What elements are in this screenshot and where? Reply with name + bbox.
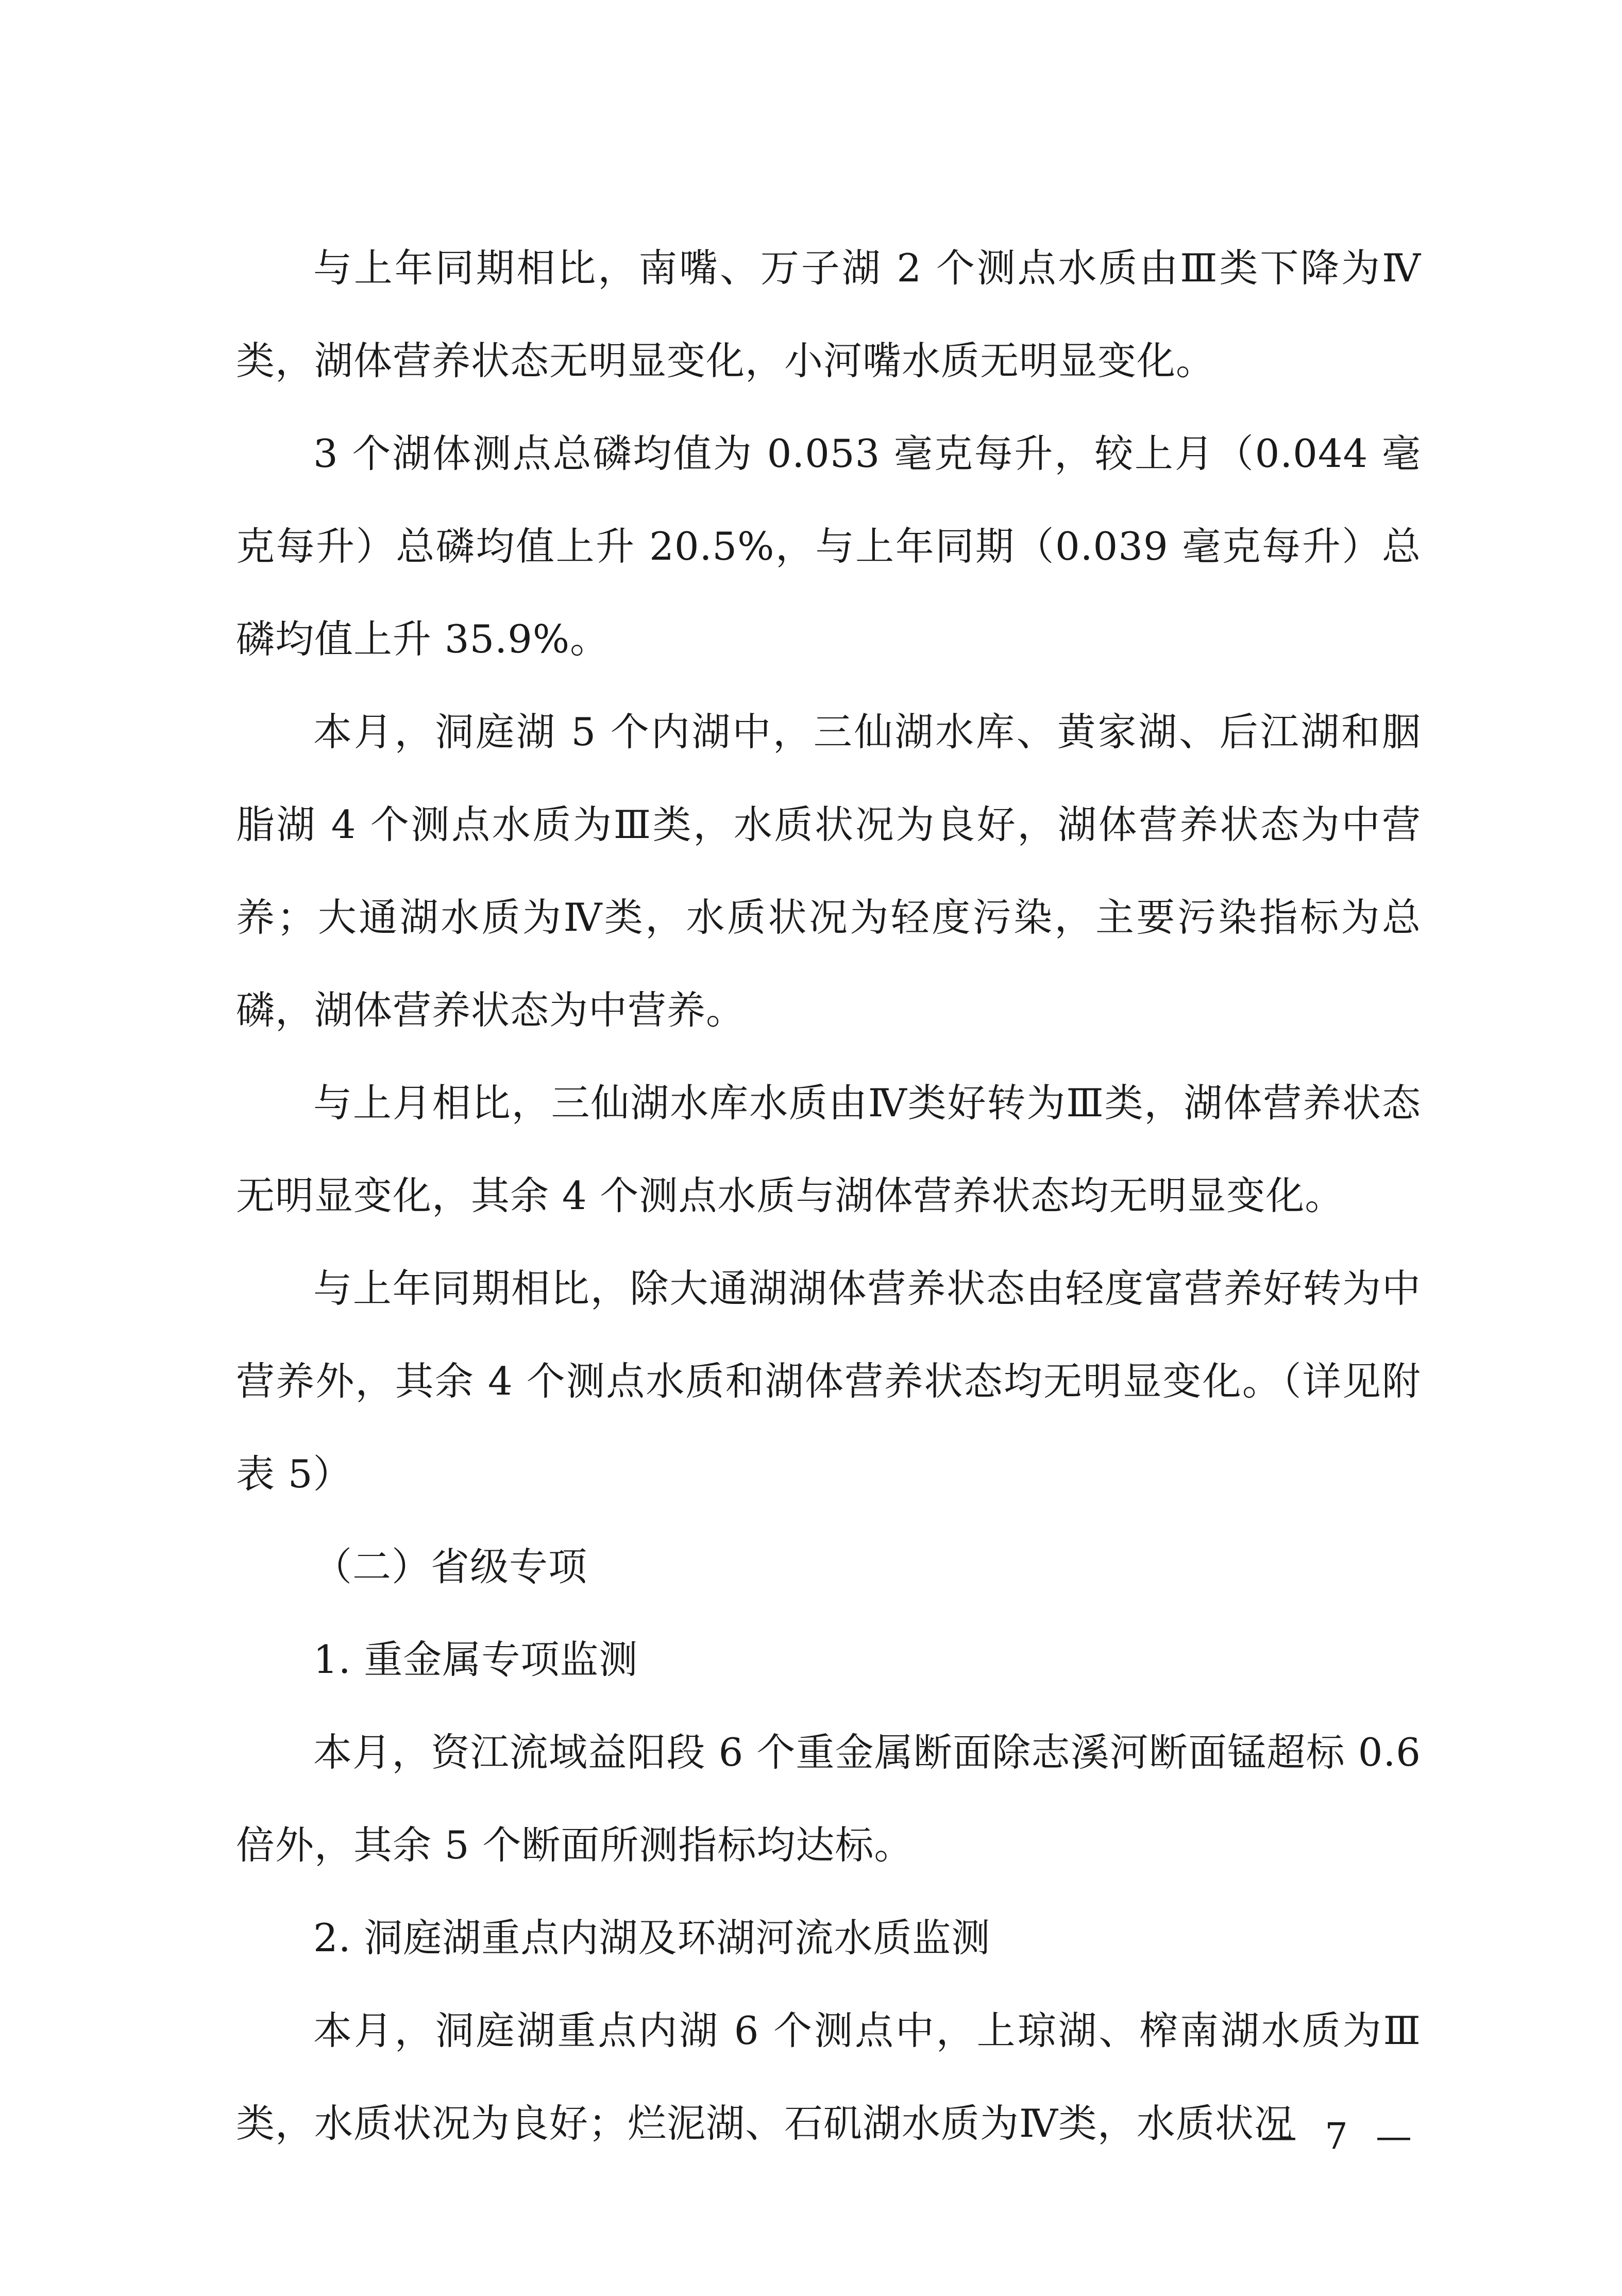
item1-text: 本月，资江流域益阳段 6 个重金属断面除志溪河断面锰超标 0.6 倍外，其余 5 个断面所测指标均达标。: [236, 1730, 1421, 1868]
paragraph-inner-lakes: 本月，洞庭湖 5 个内湖中，三仙湖水库、黄家湖、后江湖和胭脂湖 4 个测点水质为Ⅲ类，水质状况为良好，湖体营养状态为中营养；大通湖水质为Ⅳ类，水质状况为轻度污染，主要污染指标为总磷，湖体营养状态为中营养。: [236, 709, 1421, 1033]
paragraph-total-phosphorus: 3 个湖体测点总磷均值为 0.053 毫克每升，较上月（0.044 毫克每升）总磷均值上升 20.5%，与上年同期（0.039 毫克每升）总磷均值上升 35.9%。: [236, 431, 1421, 662]
paragraph-inner-lakes-yoy: 与上年同期相比，除大通湖湖体营养状态由轻度富营养好转为中营养外，其余 4 个测点水质和湖体营养状态均无明显变化。（详见附表 5）: [236, 1266, 1421, 1497]
paragraph-yoy-comparison: 与上年同期相比，南嘴、万子湖 2 个测点水质由Ⅲ类下降为Ⅳ类，湖体营养状态无明显变化，小河嘴水质无明显变化。: [236, 245, 1421, 383]
item1-heading: 1. 重金属专项监测: [313, 1637, 638, 1682]
item2-heading: 2. 洞庭湖重点内湖及环湖河流水质监测: [313, 1915, 991, 1960]
page-number: — 7 —: [1260, 2115, 1420, 2157]
item2-text: 本月，洞庭湖重点内湖 6 个测点中，上琼湖、榨南湖水质为Ⅲ类，水质状况为良好；烂泥湖、石矶湖水质为Ⅳ类，水质状况: [236, 2008, 1421, 2146]
paragraph-mom-comparison: 与上月相比，三仙湖水库水质由Ⅳ类好转为Ⅲ类，湖体营养状态无明显变化，其余 4 个测点水质与湖体营养状态均无明显变化。: [236, 1080, 1421, 1218]
document-body: [236, 222, 1421, 2170]
section-heading: （二）省级专项: [313, 1544, 588, 1589]
